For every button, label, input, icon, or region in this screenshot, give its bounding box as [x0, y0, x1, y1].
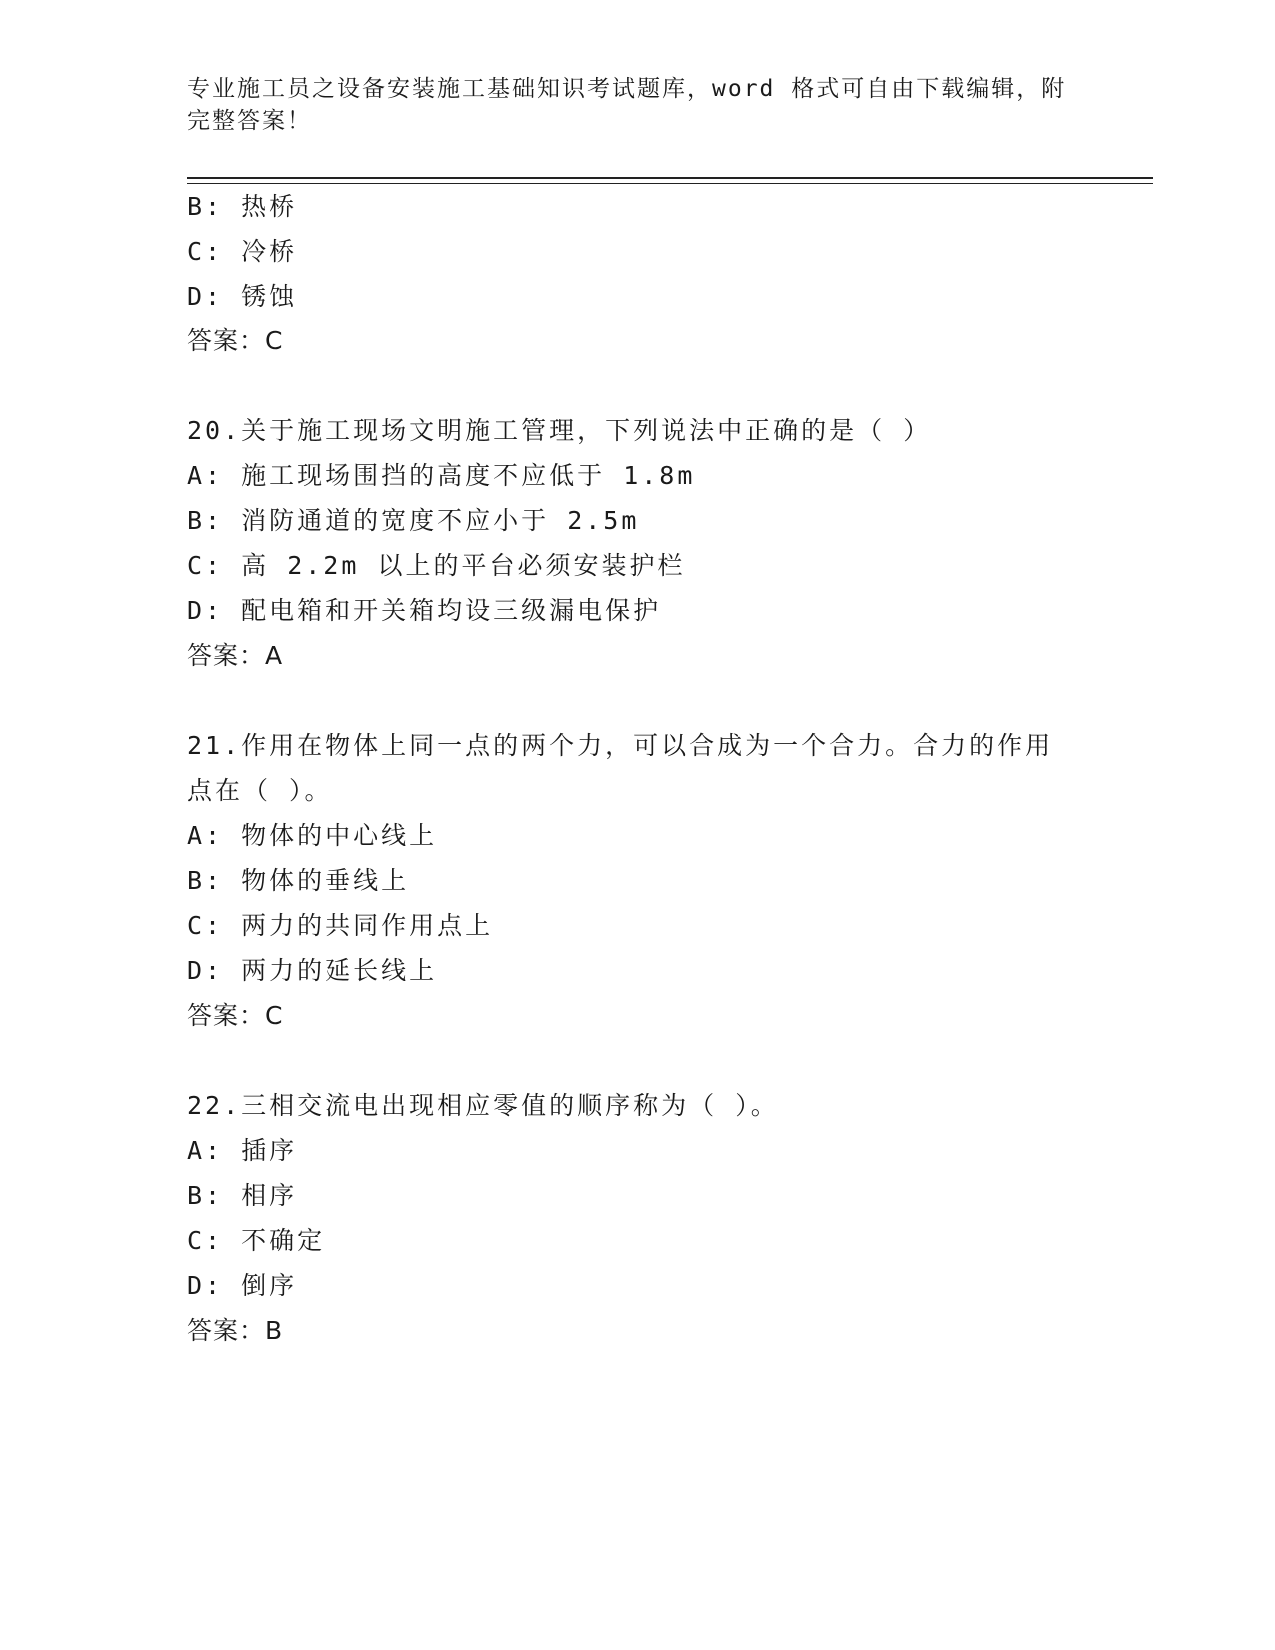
option-b: B: 热桥 [187, 192, 298, 221]
option-b: B: 消防通道的宽度不应小于 2.5m [187, 506, 640, 535]
option-c: C: 高 2.2m 以上的平台必须安装护栏 [187, 551, 686, 580]
option-a: A: 插序 [187, 1136, 298, 1165]
answer: 答案：C [187, 1001, 284, 1030]
header-rule-thick [187, 177, 1153, 179]
option-d: D: 倒序 [187, 1271, 298, 1300]
option-a: A: 物体的中心线上 [187, 821, 438, 850]
answer: 答案：B [187, 1316, 284, 1345]
option-d: D: 两力的延长线上 [187, 956, 438, 985]
option-b: B: 相序 [187, 1181, 298, 1210]
question-stem: 22.三相交流电出现相应零值的顺序称为（ ）。 [187, 1091, 779, 1120]
question-stem: 21.作用在物体上同一点的两个力，可以合成为一个合力。合力的作用 [187, 731, 1054, 760]
question-stem: 20.关于施工现场文明施工管理，下列说法中正确的是（ ） [187, 416, 932, 445]
option-c: C: 冷桥 [187, 237, 298, 266]
answer: 答案：A [187, 641, 284, 670]
option-c: C: 两力的共同作用点上 [187, 911, 494, 940]
answer: 答案：C [187, 326, 284, 355]
option-a: A: 施工现场围挡的高度不应低于 1.8m [187, 461, 696, 490]
option-b: B: 物体的垂线上 [187, 866, 410, 895]
document-header: 专业施工员之设备安装施工基础知识考试题库，word 格式可自由下载编辑，附完整答案！ [187, 76, 1067, 134]
header-rule-thin [187, 183, 1153, 184]
option-c: C: 不确定 [187, 1226, 326, 1255]
option-d: D: 锈蚀 [187, 282, 298, 311]
option-d: D: 配电箱和开关箱均设三级漏电保护 [187, 596, 662, 625]
question-stem-continued: 点在（ ）。 [187, 776, 333, 805]
